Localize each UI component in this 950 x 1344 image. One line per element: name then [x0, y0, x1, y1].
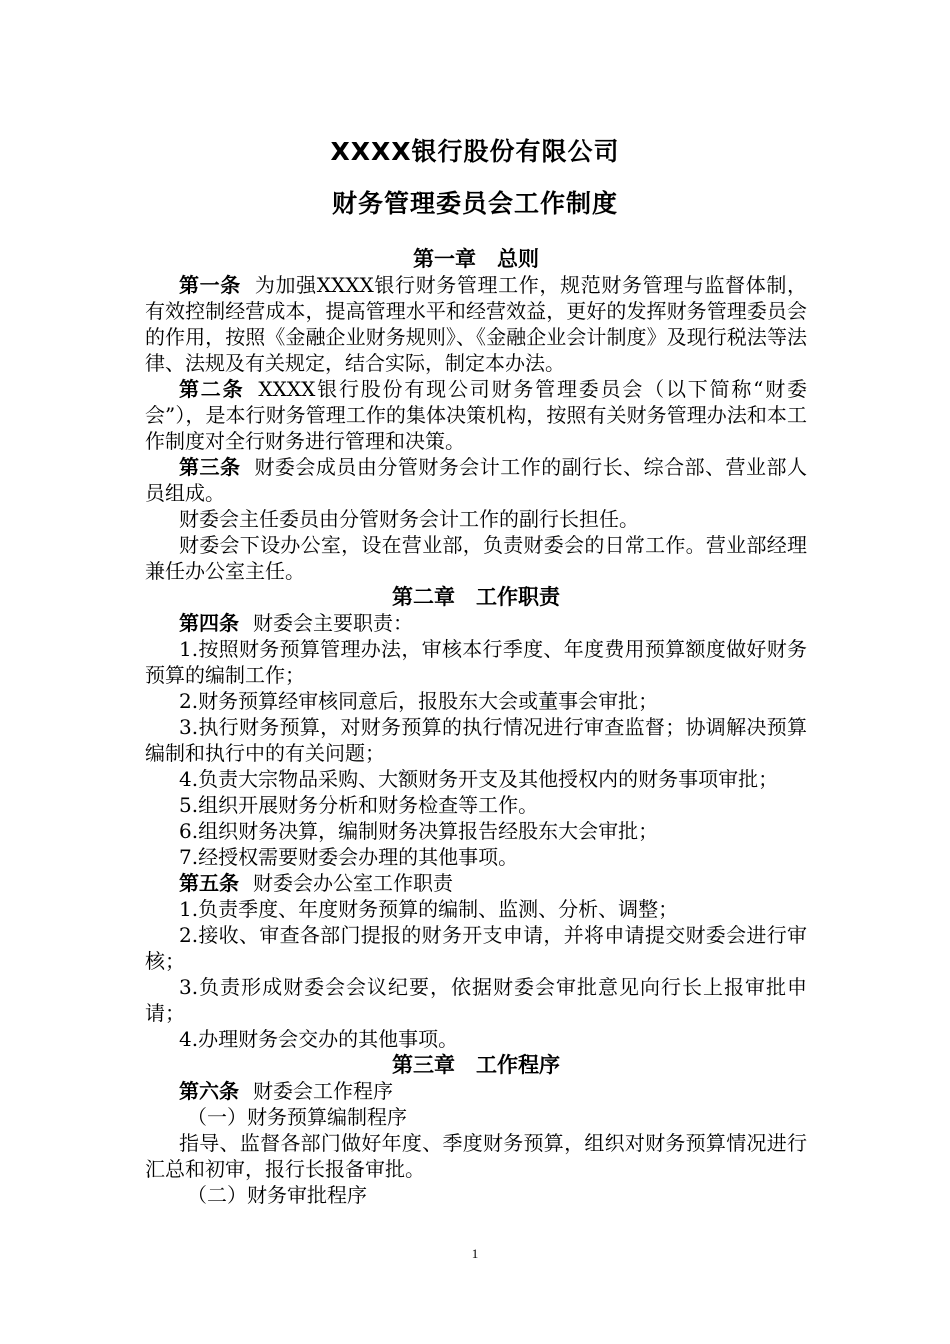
- chapter-2-heading: 第二章 工作职责: [392, 585, 560, 609]
- article-5-label: 第五条: [179, 871, 239, 895]
- list-item: 5.组织开展财务分析和财务检查等工作。: [179, 793, 539, 817]
- article-3: [145, 454, 807, 506]
- document-title-regulation: 财务管理委员会工作制度: [331, 189, 618, 218]
- article-2-text: XXXX银行股份有现公司财务管理委员会（以下简称“财委会”），是本行财务管理工作的集体决策机构，按照有关财务管理办法和本工作制度对全行财务进行管理和决策。: [145, 377, 807, 453]
- article-1-text: 为加强XXXX银行财务管理工作，规范财务管理与监督体制，有效控制经营成本，提高管理水平和经营效益，更好的发挥财务管理委员会的作用，按照《金融企业财务规则》、《金融企业会计制度》及现行税法等法律、法规及有关规定，结合实际，制定本办法。: [145, 273, 808, 375]
- chapter-1-heading: 第一章 总则: [413, 247, 539, 271]
- subsection-1-heading: （一）财务预算编制程序: [187, 1105, 407, 1129]
- article-6: [145, 1078, 807, 1104]
- list-item: 2.财务预算经审核同意后，报股东大会或董事会审批；: [179, 689, 659, 713]
- list-item: 4.负责大宗物品采购、大额财务开支及其他授权内的财务事项审批；: [179, 767, 779, 791]
- article-4-label: 第四条: [179, 611, 239, 635]
- article-5-text: 财委会办公室工作职责: [253, 871, 453, 895]
- document-body: [145, 246, 807, 1208]
- article-3-text: 财委会成员由分管财务会计工作的副行长、综合部、营业部人员组成。: [145, 455, 808, 505]
- list-item: 1.按照财务预算管理办法，审核本行季度、年度费用预算额度做好财务预算的编制工作；: [145, 637, 807, 687]
- article-3-label: 第三条: [179, 455, 241, 479]
- article-4-text: 财委会主要职责：: [253, 611, 413, 635]
- article-1: [145, 272, 807, 376]
- list-item: 6.组织财务决算，编制财务决算报告经股东大会审批；: [179, 819, 659, 843]
- document-title-company: XXXX银行股份有限公司: [330, 137, 620, 166]
- list-item: 4.办理财务会交办的其他事项。: [179, 1027, 459, 1051]
- list-item: 1.负责季度、年度财务预算的编制、监测、分析、调整；: [179, 897, 679, 921]
- article-2: [145, 376, 807, 454]
- subsection-1-text: 指导、监督各部门做好年度、季度财务预算，组织对财务预算情况进行汇总和初审，报行长报备审批。: [145, 1131, 807, 1181]
- article-4: [145, 610, 807, 636]
- chapter-3-heading: 第三章 工作程序: [392, 1053, 560, 1077]
- article-6-text: 财委会工作程序: [253, 1079, 393, 1103]
- subsection-2-heading: （二）财务审批程序: [187, 1183, 367, 1207]
- article-6-label: 第六条: [179, 1079, 239, 1103]
- article-1-label: 第一条: [179, 273, 241, 297]
- article-2-label: 第二条: [179, 377, 245, 401]
- list-item: 7.经授权需要财委会办理的其他事项。: [179, 845, 519, 869]
- list-item: 3.负责形成财委会会议纪要，依据财委会审批意见向行长上报审批申请；: [145, 975, 807, 1025]
- paragraph-office: 财委会下设办公室，设在营业部，负责财委会的日常工作。营业部经理兼任办公室主任。: [145, 533, 807, 583]
- page-number: 1: [471, 1246, 479, 1261]
- article-5: [145, 870, 807, 896]
- list-item: 2.接收、审查各部门提报的财务开支申请，并将申请提交财委会进行审核；: [145, 923, 807, 973]
- paragraph-director: 财委会主任委员由分管财务会计工作的副行长担任。: [179, 507, 639, 531]
- list-item: 3.执行财务预算，对财务预算的执行情况进行审查监督；协调解决预算编制和执行中的有关问题；: [145, 715, 807, 765]
